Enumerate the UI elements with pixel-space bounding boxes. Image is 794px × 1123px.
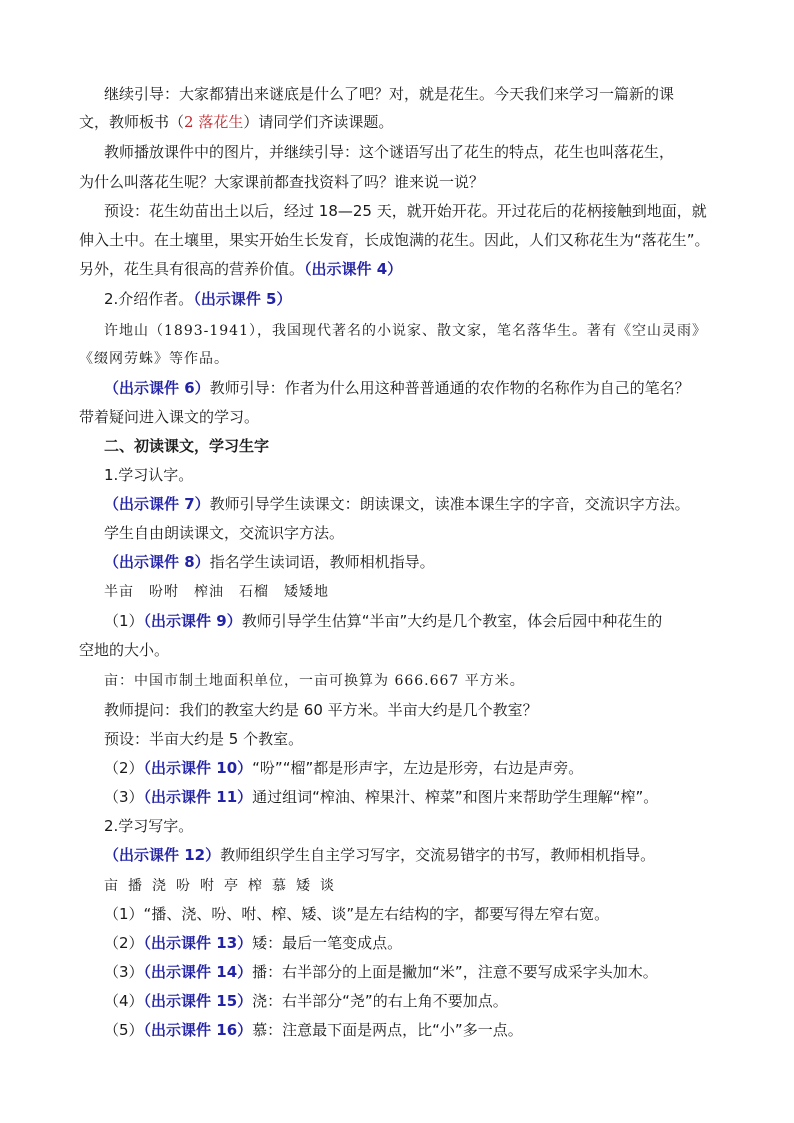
courseware-tag: （出示课件 8） bbox=[104, 553, 210, 571]
author-intro-line bbox=[104, 321, 707, 341]
text: （1）“播、浇、吩、咐、榨、矮、谈”是左右结构的字，都要写得左窄右宽。 bbox=[104, 905, 610, 923]
paragraph-line bbox=[104, 816, 193, 836]
text: 教师提问：我们的教室大约是 60 平方米。半亩大约是几个教室？ bbox=[104, 701, 538, 719]
courseware-tag: （出示课件 7） bbox=[104, 495, 210, 513]
paragraph-line bbox=[104, 787, 658, 807]
section-heading bbox=[104, 436, 269, 456]
text: 预设：半亩大约是 5 个教室。 bbox=[104, 730, 304, 748]
text: 文，教师板书（ bbox=[79, 113, 185, 131]
text: 播：右半部分的上面是撇加“米”，注意不要写成采字头加木。 bbox=[252, 963, 658, 981]
courseware-tag: （出示课件 15） bbox=[143, 992, 253, 1010]
text: 带着疑问进入课文的学习。 bbox=[79, 408, 260, 426]
text: 另外，花生具有很高的营养价值。 bbox=[79, 260, 305, 278]
text: 为什么叫落花生呢？大家课前都查找资料了吗？谁来说一说？ bbox=[79, 173, 485, 191]
paragraph-line bbox=[104, 611, 662, 631]
text: 浇：右半部分“尧”的右上角不要加点。 bbox=[252, 992, 508, 1010]
text: 学生自由朗读课文，交流识字方法。 bbox=[104, 524, 345, 542]
courseware-tag: （出示课件 5） bbox=[193, 290, 292, 308]
text: 二、初读课文，学习生字 bbox=[104, 437, 270, 455]
text: 亩播浇吩咐亭榨慕矮谈 bbox=[104, 878, 344, 894]
courseware-tag: （出示课件 12） bbox=[104, 846, 221, 864]
text: 许地山（1893-1941），我国现代著名的小说家、散文家，笔名落华生。著有《空山灵雨》 bbox=[104, 323, 707, 339]
text: 慕：注意最下面是两点，比“小”多一点。 bbox=[252, 1021, 523, 1039]
paragraph-line bbox=[104, 933, 402, 953]
text: （4） bbox=[104, 992, 144, 1010]
text: 亩：中国市制土地面积单位，一亩可换算为 666.667 平方米。 bbox=[104, 673, 525, 689]
text: （1） bbox=[104, 612, 144, 630]
courseware-tag: （出示课件 13） bbox=[143, 934, 253, 952]
text: 《缀网劳蛛》等作品。 bbox=[79, 351, 229, 367]
courseware-tag: （出示课件 4） bbox=[304, 260, 403, 278]
text: 2.介绍作者。 bbox=[104, 290, 194, 308]
paragraph-line bbox=[79, 259, 402, 279]
courseware-tag: （出示课件 16） bbox=[143, 1021, 253, 1039]
writing-characters bbox=[104, 876, 344, 896]
lesson-title-highlight: 2 落花生 bbox=[184, 113, 244, 131]
definition-line bbox=[104, 671, 525, 691]
text: 通过组词“榨油、榨果汁、榨菜”和图片来帮助学生理解“榨”。 bbox=[252, 788, 659, 806]
text: “吩”“榴”都是形声字，左边是形旁，右边是声旁。 bbox=[252, 759, 584, 777]
paragraph-line bbox=[79, 230, 710, 250]
text: 2.学习写字。 bbox=[104, 817, 194, 835]
paragraph-line bbox=[79, 172, 484, 192]
paragraph-line bbox=[104, 904, 609, 924]
paragraph-line bbox=[104, 465, 193, 485]
paragraph-line bbox=[104, 729, 303, 749]
courseware-tag: （出示课件 11） bbox=[143, 788, 253, 806]
text: （3） bbox=[104, 963, 144, 981]
text: 教师播放课件中的图片，并继续引导：这个谜语写出了花生的特点，花生也叫落花生， bbox=[104, 143, 675, 161]
text: （2） bbox=[104, 759, 144, 777]
paragraph-line bbox=[104, 289, 291, 309]
text: （2） bbox=[104, 934, 144, 952]
courseware-tag: （出示课件 6） bbox=[104, 379, 210, 397]
paragraph-line bbox=[104, 523, 344, 543]
text: 教师引导学生估算“半亩”大约是几个教室，体会后园中种花生的 bbox=[241, 612, 663, 630]
text: 教师引导学生读课文：朗读课文，读准本课生字的字音，交流识字方法。 bbox=[209, 495, 690, 513]
paragraph-line bbox=[104, 201, 707, 221]
courseware-tag: （出示课件 14） bbox=[143, 963, 253, 981]
vocabulary-words bbox=[104, 582, 329, 602]
paragraph-line bbox=[104, 494, 690, 514]
text: 半亩 吩咐 榨油 石榴 矮矮地 bbox=[104, 584, 329, 600]
text: 1.学习认字。 bbox=[104, 466, 194, 484]
paragraph-line bbox=[104, 378, 690, 398]
text: 指名学生读词语，教师相机指导。 bbox=[209, 553, 435, 571]
paragraph-line bbox=[79, 112, 393, 132]
courseware-tag: （出示课件 10） bbox=[143, 759, 253, 777]
text: 伸入土中。在土壤里，果实开始生长发育，长成饱满的花生。因此，人们又称花生为“落花生”。 bbox=[79, 231, 710, 249]
text: 教师组织学生自主学习写字，交流易错字的书写，教师相机指导。 bbox=[220, 846, 656, 864]
courseware-tag: （出示课件 9） bbox=[143, 612, 242, 630]
paragraph-line bbox=[104, 962, 658, 982]
author-intro-line bbox=[79, 349, 229, 369]
text: 空地的大小。 bbox=[79, 641, 170, 659]
text: 矮：最后一笔变成点。 bbox=[252, 934, 403, 952]
paragraph-line bbox=[79, 640, 169, 660]
paragraph-line bbox=[104, 552, 435, 572]
paragraph-line bbox=[104, 845, 655, 865]
text: （5） bbox=[104, 1021, 144, 1039]
text: 继续引导：大家都猜出来谜底是什么了吧？对，就是花生。今天我们来学习一篇新的课 bbox=[104, 85, 675, 103]
text: 教师引导：作者为什么用这种普普通通的农作物的名称作为自己的笔名？ bbox=[209, 379, 690, 397]
paragraph-line bbox=[79, 407, 259, 427]
paragraph-line bbox=[104, 700, 538, 720]
text: （3） bbox=[104, 788, 144, 806]
paragraph-line bbox=[104, 991, 508, 1011]
paragraph-line bbox=[104, 84, 674, 104]
paragraph-line bbox=[104, 142, 674, 162]
text: 预设：花生幼苗出土以后，经过 18—25 天，就开始开花。开过花后的花柄接触到地面，就 bbox=[104, 202, 707, 220]
paragraph-line bbox=[104, 758, 583, 778]
text: ）请同学们齐读课题。 bbox=[243, 113, 394, 131]
paragraph-line bbox=[104, 1020, 523, 1040]
